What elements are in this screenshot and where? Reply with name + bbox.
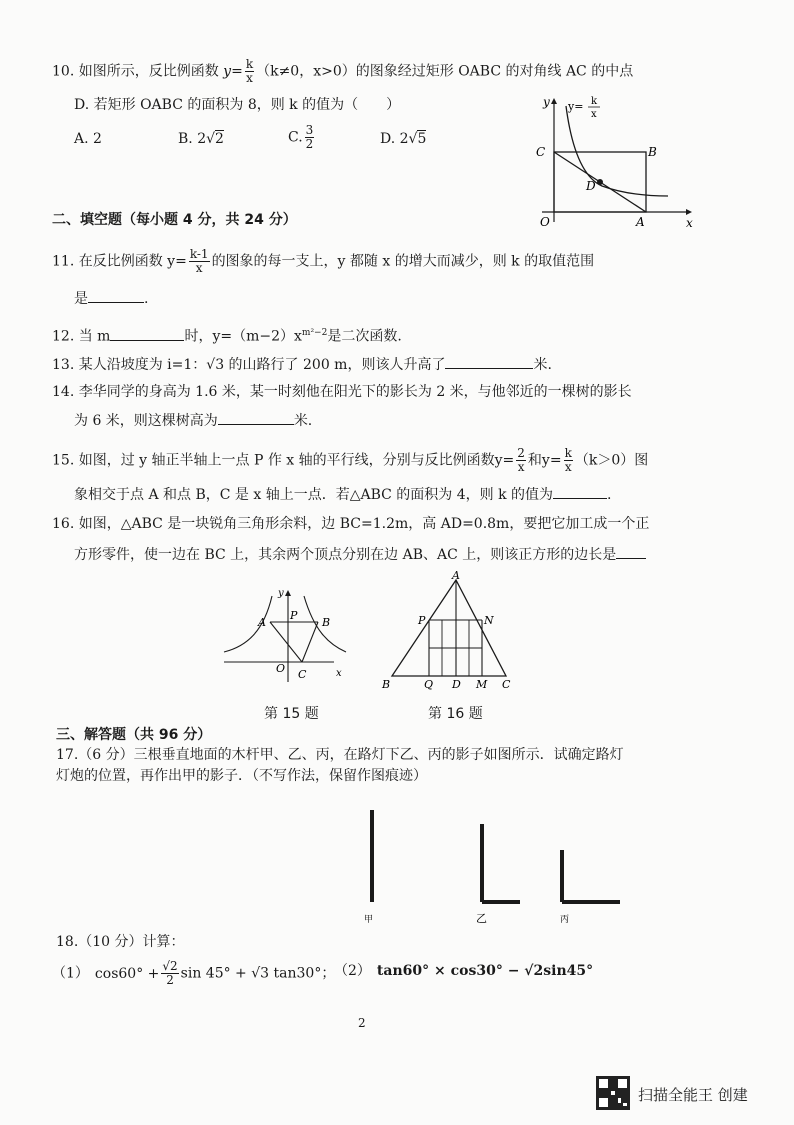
q10-func-den: x [591,109,597,120]
svg-text:B: B [322,616,331,629]
q13-answer-blank[interactable] [445,356,533,369]
q18-part2: （2） tan60° × cos30° − √2sin45° [334,963,594,979]
q17-label-jia: 甲 [364,915,374,925]
q10-label-x: x [686,216,693,228]
page-number: 2 [358,1016,366,1030]
svg-text:C: C [502,678,511,690]
svg-text:M: M [476,678,488,690]
q14-line1: 14. 李华同学的身高为 1.6 米，某一时刻他在阳光下的影长为 2 米，与他邻近的一棵树的影长 [52,384,632,400]
svg-text:C: C [298,668,307,681]
q17-line1: 17.（6 分）三根垂直地面的木杆甲、乙、丙，在路灯下乙、丙的影子如图所示．试确定路灯 [56,747,624,763]
q15-answer-blank[interactable] [553,486,607,499]
q10-label-c: C [536,145,546,159]
q10-func-label: y= [568,100,584,113]
q17-label-bing: 丙 [560,915,570,925]
q10-option-d: D. 2√5 [380,131,427,147]
q10-figure [528,92,696,228]
q10-x-arrow [686,209,692,215]
q16-answer-blank[interactable] [616,546,646,559]
q18-title: 18.（10 分）计算： [56,934,185,950]
svg-text:B: B [382,678,391,690]
q10-text-a: 10. 如图所示，反比例函数 [52,63,224,80]
scanner-brand-text: 扫描全能王 创建 [638,1086,748,1104]
q17-figure [356,808,636,928]
fig16-triangle [392,580,506,676]
q10-label-a: A [636,215,645,228]
qr-code-icon [596,1076,630,1110]
q11-line2: 是 . [74,291,149,307]
q16-line1: 16. 如图，△ABC 是一块锐角三角形余料，边 BC=1.2m，高 AD=0.8m，要把它加工成一个正 [52,516,650,532]
scanner-footer [596,1076,786,1116]
fig16-figure [380,570,520,690]
fig15-caption: 第 15 题 [264,706,319,722]
fig15-line-ac [270,622,302,662]
q17-label-yi: 乙 [476,912,487,925]
q11-answer-blank[interactable] [88,290,144,303]
q12-line: 12. 当 m 时，$y=(m-2)x^{m^2-2}$是二次函数. [52,328,402,345]
fig15-figure [220,586,350,686]
q15-line1: 15. 如图，过 y 轴正半轴上一点 P 作 x 轴的平行线，分别与反比例函数y= $\frac{2}{x}$ 和y= $\frac{k}{x}$ （k＞0）图 [52,446,649,474]
q16-line2: 方形零件，使一边在 BC 上，其余两个顶点分别在边 AB、AC 上，则该正方形的边长是 [74,546,646,564]
q13-line: 13. 某人沿坡度为 i=1：√3 的山路行了 200 m，则该人升高了 米. [52,357,552,373]
q10-option-c: C. $\frac{3}{2}$ [288,123,314,151]
q10-text-b: （k≠0，x>0）的图象经过矩形 OABC 的对角线 AC 的中点 [256,63,634,80]
svg-text:N: N [484,614,494,627]
q10-line1 [52,58,633,85]
q14-line2: 为 6 米，则这棵树高为 米. [74,413,313,429]
q17-line2: 灯炮的位置，再作出甲的影子．（不写作法，保留作图痕迹） [56,768,427,784]
q10-point-d [597,179,603,185]
svg-text:O: O [276,662,286,675]
q11-line1: 11. 在反比例函数 y= $\frac{k-1}{x}$ 的图象的每一支上，y 都随 x 的增大而减少，则 k 的取值范围 [52,247,595,275]
fig16-caption: 第 16 题 [428,706,483,722]
q10-option-b: B. 2√2 [178,131,224,147]
section3-title: 三、解答题（共 96 分） [56,727,212,743]
section2-title: 二、填空题（每小题 4 分，共 24 分） [52,212,297,228]
q10-func-num: k [591,96,598,107]
q10-label-b: B [648,145,657,159]
q10-option-a: A. 2 [74,131,102,147]
svg-text:P: P [290,609,298,622]
q15-line2: 象相交于点 A 和点 B，C 是 x 轴上一点．若△ABC 的面积为 4，则 k 的值为 . [74,487,612,503]
svg-text:A: A [258,616,266,629]
q10-line2: D. 若矩形 OABC 的面积为 8，则 k 的值为（ ） [74,97,401,113]
svg-text:x: x [336,668,342,679]
q14-answer-blank[interactable] [218,412,294,425]
q12-answer-blank[interactable] [110,328,184,341]
svg-text:A: A [452,570,460,582]
q11-fraction: $\frac{k-1}{x}$ [189,247,209,275]
svg-text:Q: Q [424,678,434,690]
q18-part1: （1） cos60° + $\frac{√2}{2}$ sin 45° + √3 tan30°； [52,959,336,987]
svg-text:D: D [452,678,461,690]
q10-label-o: O [540,215,550,228]
q10-func: y= [223,63,243,80]
q10-label-d: D [586,179,596,193]
svg-text:y: y [278,588,284,599]
q10-fraction: $\frac{k}{x}$ [245,57,254,85]
fig15-line-bc [302,622,318,662]
q10-label-y: y [543,95,550,109]
q10-y-arrow [551,98,557,104]
svg-text:P: P [418,614,426,627]
